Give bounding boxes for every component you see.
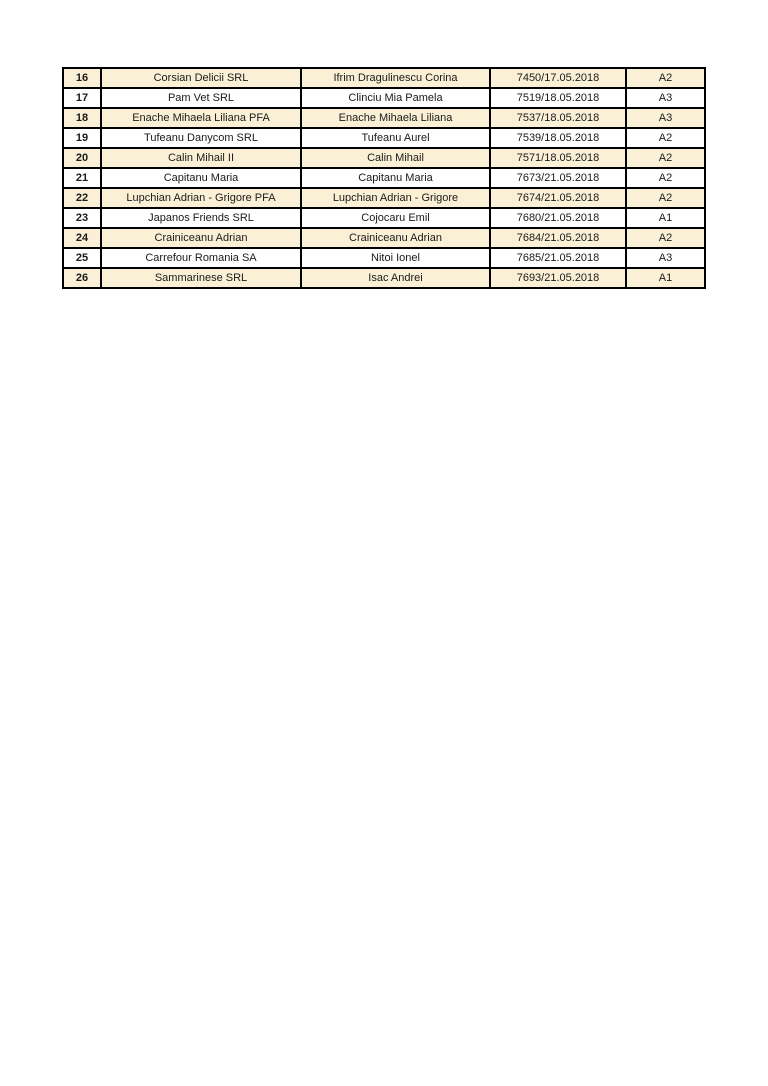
registration-date-cell: 7537/18.05.2018 [490, 108, 626, 128]
registration-table [62, 67, 706, 289]
person-name-cell: Isac Andrei [301, 268, 490, 288]
category-code-cell: A2 [626, 128, 705, 148]
person-name-cell: Cojocaru Emil [301, 208, 490, 228]
row-number-cell: 24 [63, 228, 101, 248]
category-code-cell: A1 [626, 268, 705, 288]
registration-date-cell: 7685/21.05.2018 [490, 248, 626, 268]
registration-date-cell: 7450/17.05.2018 [490, 68, 626, 88]
company-name-cell: Crainiceanu Adrian [101, 228, 301, 248]
company-name-cell: Calin Mihail II [101, 148, 301, 168]
row-number-cell: 18 [63, 108, 101, 128]
row-number-cell: 23 [63, 208, 101, 228]
table-row [63, 208, 705, 228]
company-name-cell: Capitanu Maria [101, 168, 301, 188]
person-name-cell: Crainiceanu Adrian [301, 228, 490, 248]
category-code-cell: A2 [626, 188, 705, 208]
registration-table-body [63, 68, 705, 288]
registration-date-cell: 7519/18.05.2018 [490, 88, 626, 108]
row-number-cell: 26 [63, 268, 101, 288]
category-code-cell: A1 [626, 208, 705, 228]
row-number-cell: 22 [63, 188, 101, 208]
category-code-cell: A2 [626, 148, 705, 168]
table-row [63, 168, 705, 188]
row-number-cell: 16 [63, 68, 101, 88]
registration-date-cell: 7693/21.05.2018 [490, 268, 626, 288]
person-name-cell: Nitoi Ionel [301, 248, 490, 268]
company-name-cell: Pam Vet SRL [101, 88, 301, 108]
company-name-cell: Corsian Delicii SRL [101, 68, 301, 88]
company-name-cell: Carrefour Romania SA [101, 248, 301, 268]
person-name-cell: Lupchian Adrian - Grigore [301, 188, 490, 208]
person-name-cell: Capitanu Maria [301, 168, 490, 188]
category-code-cell: A3 [626, 108, 705, 128]
registration-date-cell: 7673/21.05.2018 [490, 168, 626, 188]
table-row [63, 268, 705, 288]
company-name-cell: Enache Mihaela Liliana PFA [101, 108, 301, 128]
company-name-cell: Sammarinese SRL [101, 268, 301, 288]
person-name-cell: Clinciu Mia Pamela [301, 88, 490, 108]
person-name-cell: Tufeanu Aurel [301, 128, 490, 148]
category-code-cell: A2 [626, 228, 705, 248]
person-name-cell: Ifrim Dragulinescu Corina [301, 68, 490, 88]
table-row [63, 188, 705, 208]
registration-date-cell: 7539/18.05.2018 [490, 128, 626, 148]
row-number-cell: 21 [63, 168, 101, 188]
row-number-cell: 25 [63, 248, 101, 268]
table-row [63, 228, 705, 248]
person-name-cell: Enache Mihaela Liliana [301, 108, 490, 128]
table-row [63, 248, 705, 268]
category-code-cell: A3 [626, 248, 705, 268]
row-number-cell: 19 [63, 128, 101, 148]
row-number-cell: 20 [63, 148, 101, 168]
category-code-cell: A2 [626, 168, 705, 188]
table-row [63, 128, 705, 148]
row-number-cell: 17 [63, 88, 101, 108]
category-code-cell: A3 [626, 88, 705, 108]
registration-date-cell: 7680/21.05.2018 [490, 208, 626, 228]
table-row [63, 88, 705, 108]
person-name-cell: Calin Mihail [301, 148, 490, 168]
company-name-cell: Japanos Friends SRL [101, 208, 301, 228]
company-name-cell: Tufeanu Danycom SRL [101, 128, 301, 148]
registration-date-cell: 7684/21.05.2018 [490, 228, 626, 248]
category-code-cell: A2 [626, 68, 705, 88]
registration-date-cell: 7674/21.05.2018 [490, 188, 626, 208]
company-name-cell: Lupchian Adrian - Grigore PFA [101, 188, 301, 208]
table-row [63, 148, 705, 168]
table-row [63, 108, 705, 128]
registration-date-cell: 7571/18.05.2018 [490, 148, 626, 168]
table-row [63, 68, 705, 88]
